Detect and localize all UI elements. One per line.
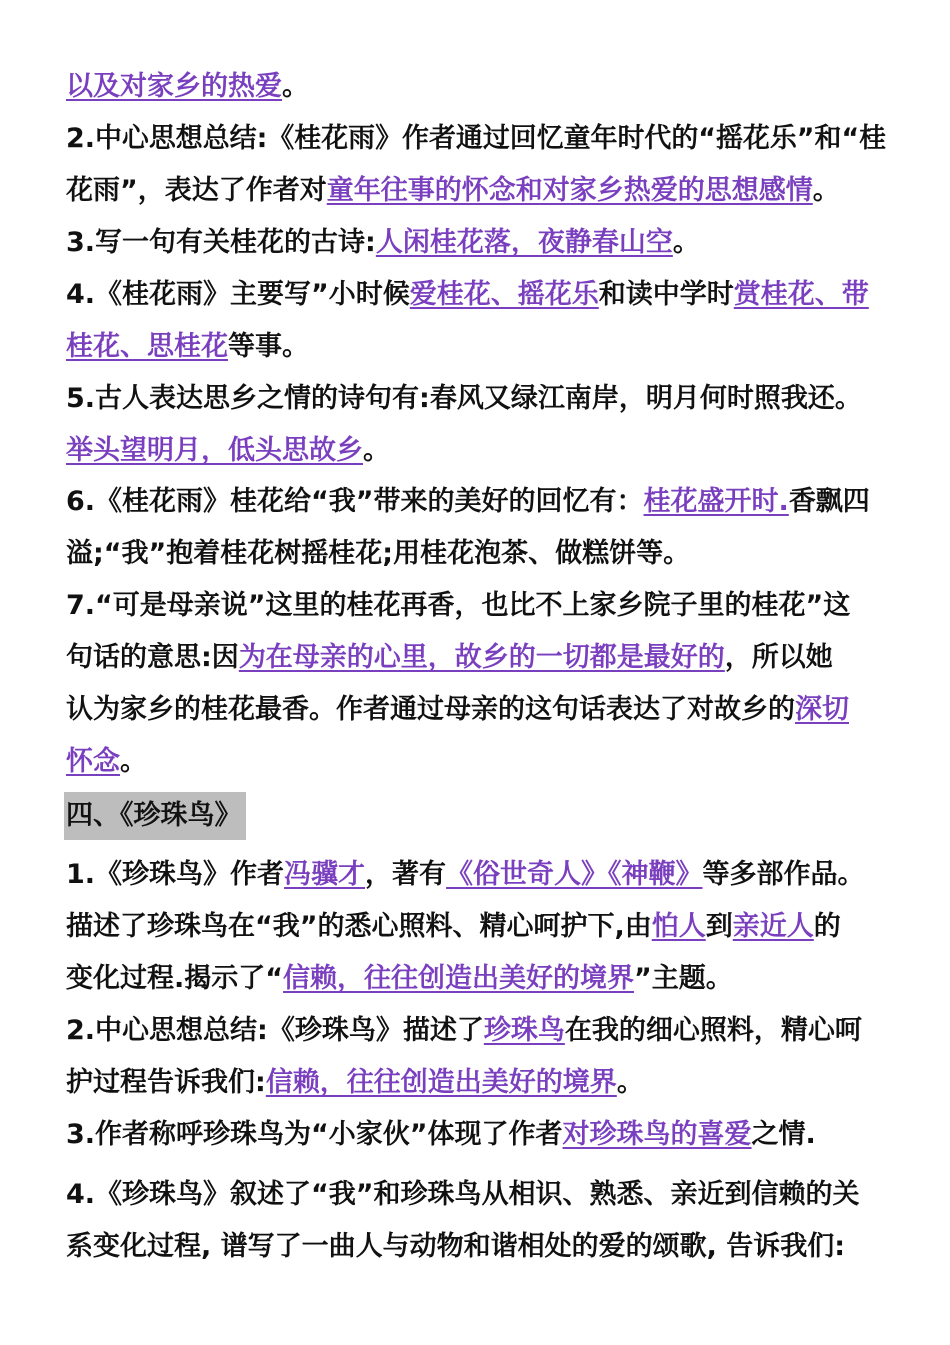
answer-highlight: 对珍珠鸟的喜爱 <box>562 1119 752 1150</box>
text-run: 描述了珍珠鸟在“我”的悉心照料、精心呵护下,由 <box>66 911 652 942</box>
answer-highlight: 赏桂花、带 <box>733 279 869 310</box>
text-line <box>66 173 840 209</box>
text-run: 。 <box>616 1067 644 1098</box>
text-run: 护过程告诉我们: <box>66 1067 266 1098</box>
answer-highlight: 桂花、思桂花 <box>66 331 228 362</box>
text-run: 4.《珍珠鸟》叙述了“我”和珍珠鸟从相识、熟悉、亲近到信赖的关 <box>66 1179 860 1210</box>
text-line <box>66 433 390 469</box>
answer-highlight: 爱桂花、摇花乐 <box>409 279 599 310</box>
text-run: 。 <box>120 746 147 777</box>
text-line <box>66 961 733 997</box>
text-run: 。 <box>363 435 390 466</box>
answer-highlight: 为在母亲的心里，故乡的一切都是最好的 <box>238 642 725 673</box>
section-title: 四、《珍珠鸟》 <box>66 800 242 831</box>
answer-highlight: 以及对家乡的热爱 <box>66 71 282 102</box>
text-line <box>66 1065 644 1101</box>
text-line <box>66 121 886 157</box>
answer-highlight: 信赖，往往创造出美好的境界 <box>283 963 635 994</box>
text-line <box>66 692 849 728</box>
text-line <box>66 536 690 572</box>
text-line <box>66 484 870 520</box>
text-run: 2.中心思想总结:《桂花雨》作者通过回忆童年时代的“摇花乐”和“桂 <box>66 123 887 154</box>
text-run: 和读中学时 <box>598 279 734 310</box>
text-line <box>66 1177 860 1213</box>
text-line <box>66 1013 862 1049</box>
text-run: 等多部作品。 <box>702 859 865 890</box>
text-line <box>66 329 309 365</box>
text-line <box>66 381 862 417</box>
text-line <box>66 857 865 893</box>
text-line <box>66 277 869 313</box>
answer-highlight: 冯骥才 <box>284 859 366 890</box>
answer-highlight: 珍珠鸟 <box>483 1015 565 1046</box>
answer-highlight: 怀念 <box>66 746 120 777</box>
text-run: 的 <box>813 911 841 942</box>
text-run: 3.写一句有关桂花的古诗: <box>66 227 376 258</box>
answer-highlight: 《俗世奇人》《神鞭》 <box>446 859 703 890</box>
section-header <box>64 792 246 840</box>
text-line <box>66 588 850 624</box>
text-run: 7.“可是母亲说”这里的桂花再香，也比不上家乡院子里的桂花”这 <box>66 590 851 621</box>
text-line <box>66 640 833 676</box>
answer-highlight: 怕人 <box>651 911 706 942</box>
text-run: 之情. <box>751 1119 816 1150</box>
answer-highlight: 深切 <box>795 694 849 725</box>
answer-highlight: 信赖，往往创造出美好的境界 <box>265 1067 617 1098</box>
text-run: 5.古人表达思乡之情的诗句有:春风又绿江南岸，明月何时照我还。 <box>66 383 862 414</box>
text-run: 溢;“我”抱着桂花树摇桂花;用桂花泡茶、做糕饼等。 <box>66 538 691 569</box>
answer-highlight: 亲近人 <box>732 911 814 942</box>
text-line <box>66 225 700 261</box>
text-run: 认为家乡的桂花最香。作者通过母亲的这句话表达了对故乡的 <box>66 694 795 725</box>
text-run: 等事。 <box>228 331 309 362</box>
text-line <box>66 69 309 105</box>
answer-highlight: 童年往事的怀念和对家乡热爱的思想感情 <box>326 175 813 206</box>
text-run: 花雨”，表达了作者对 <box>66 175 327 206</box>
text-run: 。 <box>282 71 309 102</box>
text-line <box>66 909 841 945</box>
text-run: ，所以她 <box>724 642 833 673</box>
answer-highlight: 举头望明月，低头思故乡 <box>66 435 363 466</box>
text-run: 香飘四 <box>788 486 870 517</box>
text-run: 到 <box>705 911 733 942</box>
text-run: ，著有 <box>365 859 447 890</box>
text-run: 。 <box>812 175 840 206</box>
text-run: 在我的细心照料，精心呵 <box>564 1015 862 1046</box>
text-run: 句话的意思:因 <box>66 642 239 673</box>
text-run: 。 <box>672 227 700 258</box>
text-line <box>66 744 147 780</box>
text-run: 6.《桂花雨》桂花给“我”带来的美好的回忆有： <box>66 486 644 517</box>
text-run: 变化过程.揭示了“ <box>66 963 284 994</box>
answer-highlight: 桂花盛开时. <box>643 486 789 517</box>
text-line <box>66 1117 816 1153</box>
text-run: 3.作者称呼珍珠鸟为“小家伙”体现了作者 <box>66 1119 563 1150</box>
answer-highlight: 人闲桂花落，夜静春山空 <box>375 227 673 258</box>
text-run: 系变化过程, 谱写了一曲人与动物和谐相处的爱的颂歌, 告诉我们: <box>66 1231 846 1262</box>
text-run: 4.《桂花雨》主要写”小时候 <box>66 279 410 310</box>
text-run: ”主题。 <box>634 963 733 994</box>
text-run: 2.中心思想总结:《珍珠鸟》描述了 <box>66 1015 484 1046</box>
text-run: 1.《珍珠鸟》作者 <box>66 859 285 890</box>
text-line <box>66 1229 845 1265</box>
